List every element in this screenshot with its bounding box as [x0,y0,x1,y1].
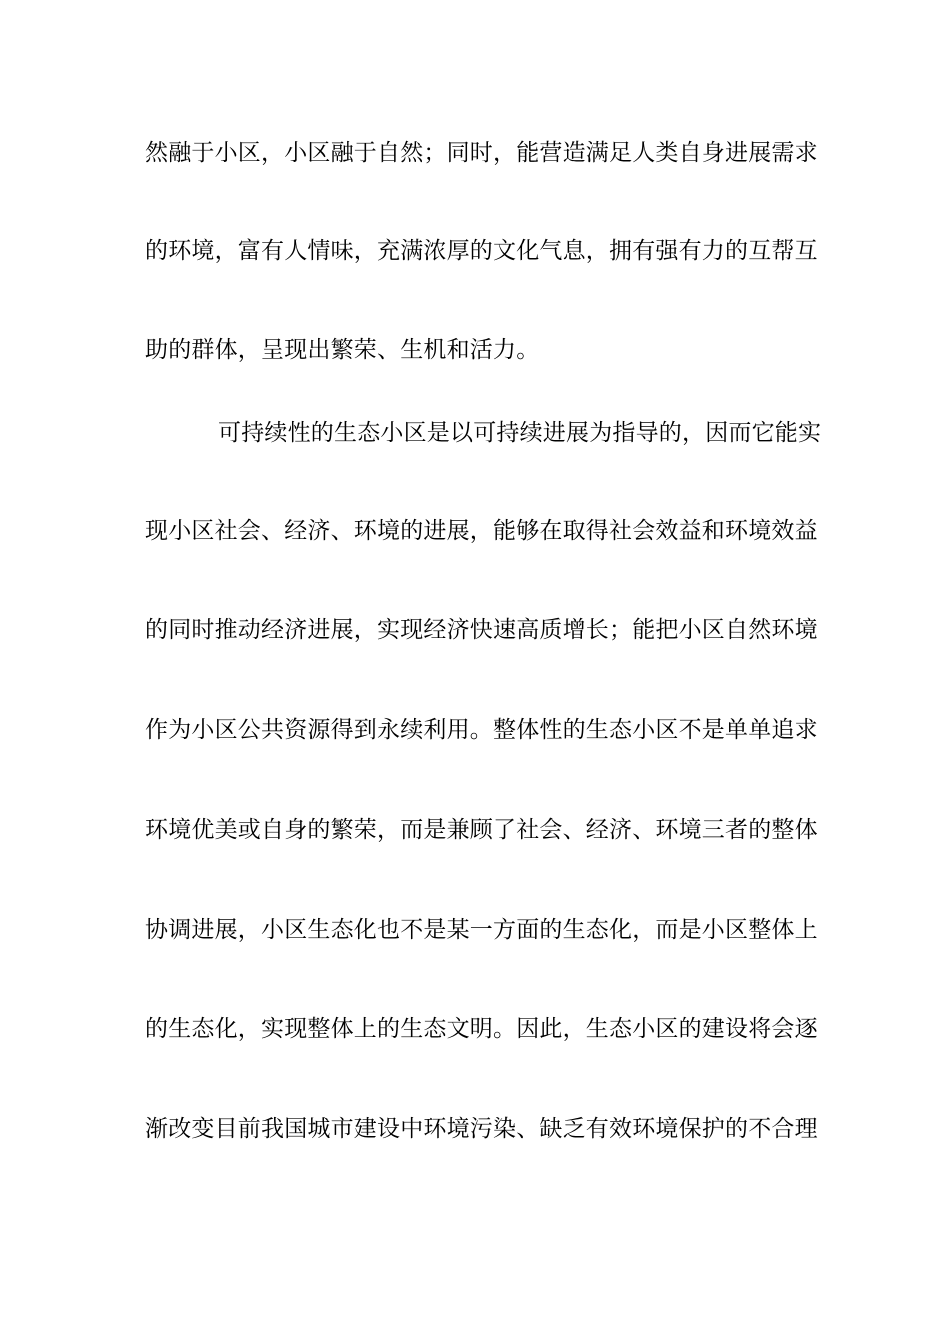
text-line-11: 渐改变目前我国城市建设中环境污染、缺乏有效环境保护的不合理 [145,1116,818,1142]
text-line-5: 现小区社会、经济、环境的进展，能够在取得社会效益和环境效益 [145,518,818,544]
text-line-7: 作为小区公共资源得到永续利用。整体性的生态小区不是单单追求 [145,717,818,743]
text-line-9: 协调进展，小区生态化也不是某一方面的生态化，而是小区整体上 [145,917,818,943]
text-line-6: 的同时推动经济进展，实现经济快速高质增长；能把小区自然环境 [145,617,818,643]
text-line-10: 的生态化，实现整体上的生态文明。因此，生态小区的建设将会逐 [145,1016,818,1042]
text-line-2: 的环境，富有人情味，充满浓厚的文化气息，拥有强有力的互帮互 [145,238,818,264]
text-line-4-paragraph-start: 可持续性的生态小区是以可持续进展为指导的，因而它能实 [218,420,822,446]
text-line-8: 环境优美或自身的繁荣，而是兼顾了社会、经济、环境三者的整体 [145,817,818,843]
text-line-1: 然融于小区，小区融于自然；同时，能营造满足人类自身进展需求 [145,140,818,166]
text-line-3: 助的群体，呈现出繁荣、生机和活力。 [145,337,540,363]
